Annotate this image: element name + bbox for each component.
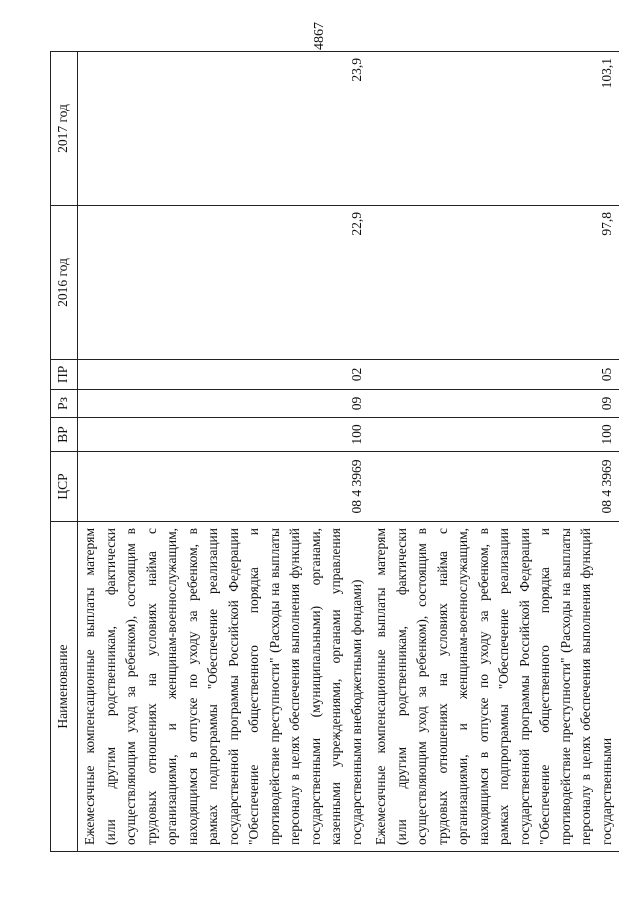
row-pr: 02 bbox=[78, 360, 370, 390]
row-name: Ежемесячные компенсационные выплаты матерям (или другим родственникам, фактически осуществляющим уход за ребенком), состоящим в трудовых отношениях на условиях найма с организациями, и женщинам-военнослужащим, находящимся в отпуске по уходу за ребенком, в рамках подпрограммы "Обеспечение реализации государственной программы Российской Федерации "Обеспечение общественного порядка и противодействие преступности" (Расходы на выплаты персоналу в целях обеспечения выполнения функций государственными bbox=[369, 522, 619, 852]
budget-table-sheet bbox=[50, 52, 614, 852]
row-vr: 100 bbox=[369, 418, 619, 452]
header-2016: 2016 год bbox=[51, 206, 78, 360]
header-csr: ЦСР bbox=[51, 452, 78, 522]
row-2017: 23,9 bbox=[78, 52, 370, 206]
row-vr: 100 bbox=[78, 418, 370, 452]
table-header-row bbox=[51, 52, 78, 852]
row-2017: 103,1 bbox=[369, 52, 619, 206]
row-name: Ежемесячные компенсационные выплаты матерям (или другим родственникам, фактически осуществляющим уход за ребенком), состоящим в трудовых отношениях на условиях найма с организациями, и женщинам-военнослужащим, находящимся в отпуске по уходу за ребенком, в рамках подпрограммы "Обеспечение реализации государственной программы Российской Федерации "Обеспечение общественного порядка и противодействие преступности" (Расходы на выплаты персоналу в целях обеспечения выполнения функций государственными (муниципальными) органами, казенными учреждениями, органами управления государственными внебюджетными фондами) bbox=[78, 522, 370, 852]
row-rz: 09 bbox=[369, 390, 619, 418]
header-rz: Рз bbox=[51, 390, 78, 418]
row-2016: 97,8 bbox=[369, 206, 619, 360]
header-pr: ПР bbox=[51, 360, 78, 390]
table-row bbox=[78, 52, 370, 852]
row-rz: 09 bbox=[78, 390, 370, 418]
header-2017: 2017 год bbox=[51, 52, 78, 206]
row-2016: 22,9 bbox=[78, 206, 370, 360]
page-number: 4867 bbox=[312, 22, 327, 50]
row-csr: 08 4 3969 bbox=[369, 452, 619, 522]
budget-table bbox=[50, 51, 619, 852]
row-pr: 05 bbox=[369, 360, 619, 390]
row-csr: 08 4 3969 bbox=[78, 452, 370, 522]
table-row bbox=[369, 52, 619, 852]
header-vr: ВР bbox=[51, 418, 78, 452]
header-name: Наименование bbox=[51, 522, 78, 852]
